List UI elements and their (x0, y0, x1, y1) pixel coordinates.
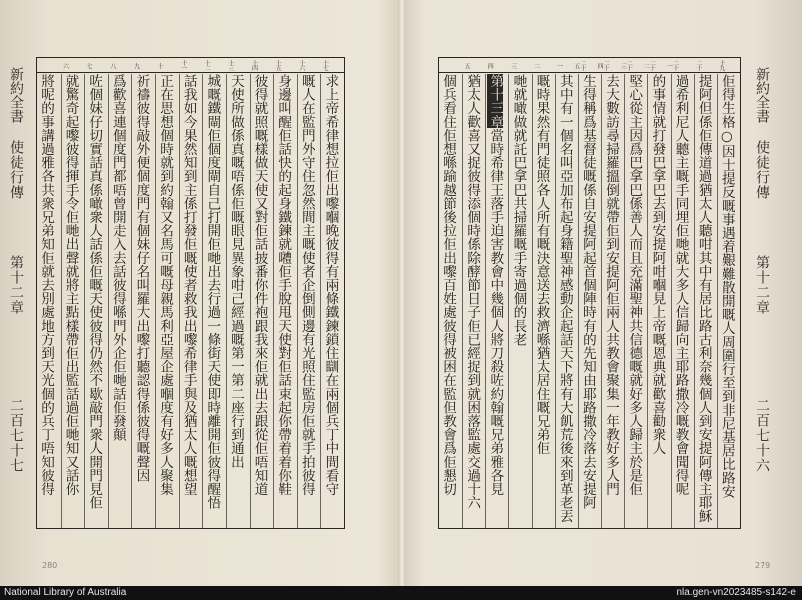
right-text-column (508, 74, 532, 528)
right-column-text: 佢得生格○因士提反嘅事遇着艱難散開嘅人周圍行至到非尼基居比路安 (718, 74, 735, 498)
left-text-column (297, 74, 322, 528)
chapter-heading-highlight: 第十三章 (487, 74, 504, 129)
right-text-column (532, 74, 556, 528)
left-column-text: 求上帝希律想拉佢出嚟嗰晚彼得有兩條鐵鍊鎖住瞓在兩個兵丁中間看守 (322, 74, 339, 496)
right-verse-number: 一 (555, 62, 563, 68)
left-verse-number: 十四 (250, 60, 258, 70)
right-verse-number: 二十二 (642, 60, 656, 70)
right-chapter-label: 第十二章 (754, 255, 770, 315)
left-verse-number: 十七 (321, 60, 329, 70)
left-column-text: 彼得就照嘅樣做天使又對佢話披番你件袍跟我來佢就出去跟從佢唔知道 (251, 74, 268, 496)
left-text-column (320, 74, 345, 528)
right-text-column (439, 74, 462, 528)
right-page (404, 0, 802, 586)
right-book-title: 新約全書 (754, 67, 770, 123)
right-verse-number: 三 (509, 62, 517, 68)
left-column-text: 咗個妹仔切實話真係噉衆人話係佢嘅天使彼得仍然不歇敲門衆人開門見佢 (86, 74, 103, 510)
left-column-text: 祈禱彼得敲外便個度門有個妹仔名叫羅大出嚟打聽認得係彼得嘅聲因 (133, 74, 150, 482)
footer-source: National Library of Australia (4, 587, 127, 598)
left-text-column (108, 74, 133, 528)
left-verse-number: 九 (132, 62, 140, 68)
left-chapter-label: 第十二章 (8, 255, 24, 315)
right-column-text: 嘅時果然有門徒照各人所有嘅決意送去救濟喺猶太居住嘅兄弟佢 (533, 74, 550, 455)
left-text-column (179, 74, 204, 528)
right-pencil-mark: 279 (755, 561, 771, 570)
right-text-frame (438, 57, 741, 529)
left-text-columns (37, 74, 344, 528)
left-verse-number: 七 (85, 62, 93, 68)
left-column-text: 正在思想個時就到約翰又名馬可嘅母親馬利亞屋企處嗰度有好多人聚集 (157, 74, 174, 496)
left-verse-number: 十二 (203, 60, 211, 70)
left-text-column (84, 74, 109, 528)
left-text-column (273, 74, 298, 528)
right-verse-number: 二 (532, 62, 540, 68)
right-text-column (485, 74, 509, 528)
right-running-title: 使徒行傳 (754, 140, 770, 200)
right-column-text: 提阿但係佢傳道過猶太人聽咁其中有居比路古利奈幾個人到安提阿傳主耶穌 (695, 74, 712, 523)
right-text-column (717, 74, 741, 528)
right-text-column (647, 74, 671, 528)
left-text-column (250, 74, 275, 528)
left-column-text: 天使所做係真嘅唔係佢嘅眼見異象咁己經過嘅第一第二座行到通出 (227, 74, 244, 469)
left-verse-number: 十一 (179, 60, 187, 70)
left-text-column (226, 74, 251, 528)
right-verse-number: 十九 (717, 60, 725, 70)
right-column-text: 其中有一個名叫亞加布起身籍聖神感動企起話天下將有大飢荒後來到革老丟 (556, 74, 573, 523)
right-verse-number-row (439, 58, 740, 73)
footer-identifier: nla.gen-vn2023485-s142-e (676, 587, 796, 598)
right-text-column (601, 74, 625, 528)
right-column-text: 堅心從主因爲巴拿巴係善人而且充滿聖神共信德嘅就好多人歸主於是佢 (626, 74, 643, 496)
left-verse-number: 十三 (226, 60, 234, 70)
left-page-number: 二百七十七 (8, 398, 24, 473)
right-text-column (671, 74, 695, 528)
left-verse-number: 六 (61, 62, 69, 68)
right-verse-number: 二十四 (596, 60, 610, 70)
right-column-text: 個兵看住佢想喺踰越節後拉佢出嚟百姓處彼得被困在監但教會爲佢懇切 (440, 74, 456, 496)
right-verse-number: 二十三 (619, 60, 633, 70)
right-text-column (578, 74, 602, 528)
right-verse-number: 二十 (694, 60, 702, 70)
left-running-title: 使徒行傳 (8, 140, 24, 200)
footer-bar (0, 586, 802, 600)
right-column-text: 過希利尼人聽主嘅手同埋佢哋就大多人信歸向主耶路撒冷嘅教會聞得呢 (672, 74, 689, 496)
right-verse-number: 四 (486, 62, 494, 68)
right-verse-number: 二十五 (572, 60, 586, 70)
right-page-number: 二百七十六 (754, 398, 770, 473)
right-text-column (555, 74, 579, 528)
left-column-text: 身邊叫醒佢話快的起身鐵鍊就𡅏佢手脫甩天使對佢話束起你帶着着你鞋 (275, 74, 292, 496)
left-column-text: 城嘅鐵閘佢個度閘自己打開佢哋出去行過一條街天使即時離開佢彼得醒悟 (204, 74, 221, 510)
left-verse-number: 八 (108, 62, 116, 68)
left-column-text: 話我如今果然知到主係打發佢嘅使者救我出嚟希律手與及猶太人嘅想望 (180, 74, 197, 496)
right-text-column (694, 74, 718, 528)
left-text-column (37, 74, 61, 528)
left-text-frame (36, 57, 345, 529)
right-text-columns (439, 74, 740, 528)
left-column-text: 爲歡喜連個度門都唔曾開走入去話彼得喺門外企佢哋話佢發顛 (109, 74, 126, 442)
left-verse-number: 十 (156, 62, 164, 68)
left-verse-number: 十六 (297, 60, 305, 70)
left-text-column (202, 74, 227, 528)
left-column-text: 就驚奇起嚟彼得揮手令佢哋出聲就將主點樣帶佢出監話過佢哋知又話你 (62, 74, 79, 496)
right-text-column (462, 74, 486, 528)
right-verse-number: 二十一 (665, 60, 679, 70)
left-book-title: 新約全書 (8, 67, 24, 123)
right-column-text: 猶太人歡喜又捉彼得添個時係除酵節日子佢已經捉到就困落監處交過十六 (464, 74, 481, 510)
left-pencil-mark: 280 (42, 561, 58, 570)
left-verse-number: 十五 (274, 60, 282, 70)
right-column-text: 生得稱爲基督徒嘅係自安提阿起首個陣時有的先知由耶路撒冷落去安提阿 (579, 74, 596, 510)
left-column-text: 將呢的事講過雅各共衆兄弟知佢就去別處地方到天光個的兵丁唔知彼得 (38, 74, 54, 496)
left-text-column (155, 74, 180, 528)
right-column-text: 去大數訪尋掃羅搵倒就帶佢到安提阿佢兩人共教會聚集一年教好多人門 (603, 74, 620, 496)
right-column-text: 第十三章當時希律王落手迫害教會中幾個人將刀殺咗約翰嘅兄弟雅各見 (487, 74, 504, 496)
left-column-text: 嘅人在監門外守住忽然間主嘅使者企倒側邊有光照住監房佢就手拍彼得 (298, 74, 315, 496)
left-page (0, 0, 399, 586)
right-verse-number: 五 (463, 62, 471, 68)
right-text-column (624, 74, 648, 528)
left-verse-number-row (37, 58, 344, 73)
right-column-text: 的事情就打發巴拿巴去到安提阿咁嗰見上帝嘅恩典就歡喜勸衆人 (649, 74, 666, 455)
right-column-text: 哋就噉做就託巴拿巴共掃羅嘅手寄過個的長老 (510, 74, 527, 346)
left-text-column (61, 74, 86, 528)
left-text-column (131, 74, 156, 528)
